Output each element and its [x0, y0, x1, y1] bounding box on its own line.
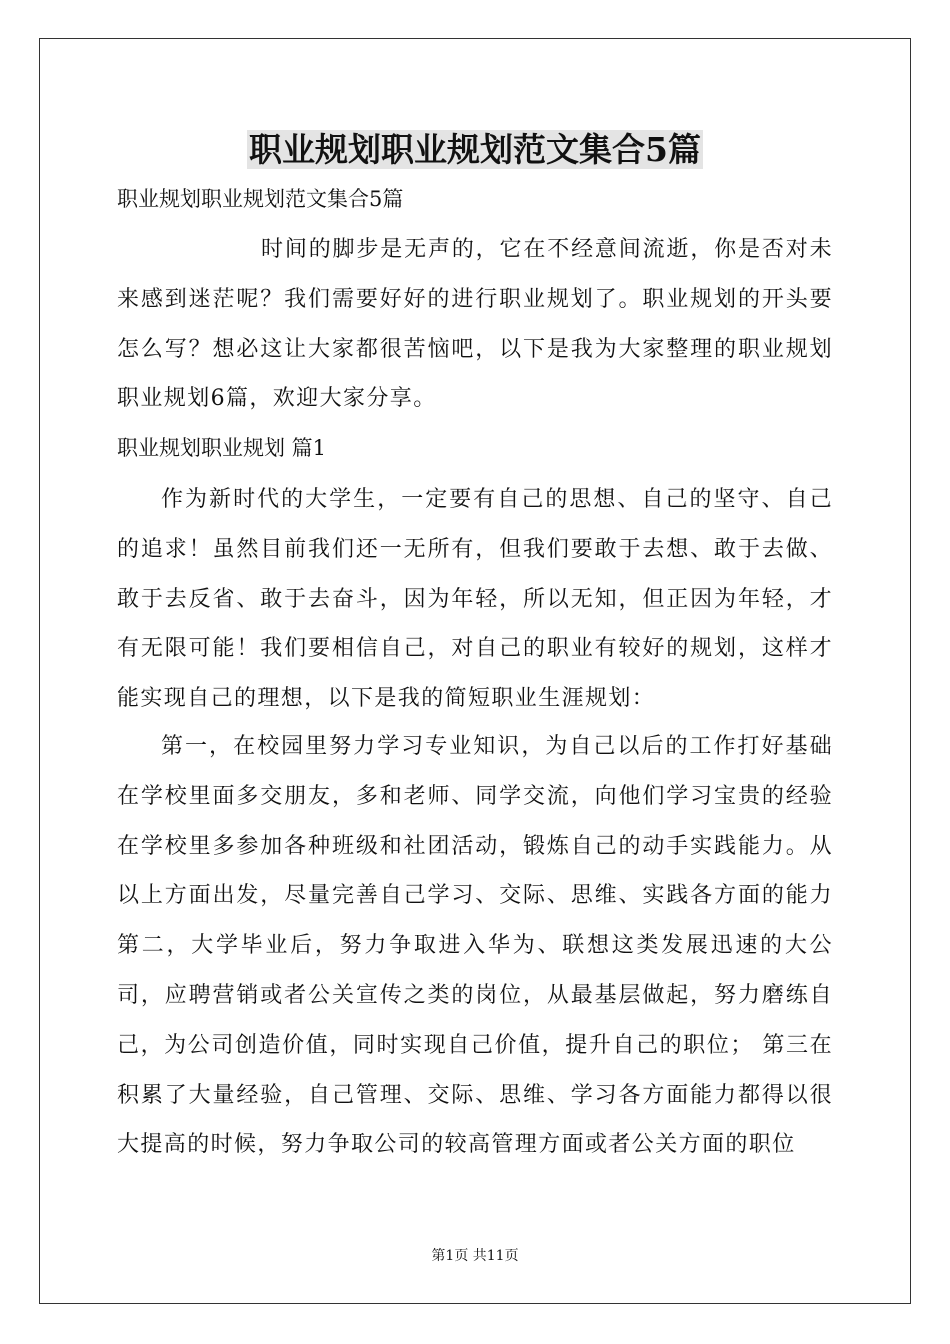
page-footer: 第1页 共11页	[431, 1248, 519, 1264]
document-title	[0, 124, 950, 176]
body-paragraph-1: 作为新时代的大学生，一定要有自己的思想、自己的坚守、自己的追求！虽然目前我们还一无所有，但我们要敢于去想、敢于去做、敢于去反省、敢于去奋斗，因为年轻，所以无知，但正因为年轻，才有无限可能！我们要相信自己，对自己的职业有较好的规划，这样才能实现自己的理想，以下是我的简短职业生涯规划：	[117, 487, 833, 712]
section-heading: 职业规划职业规划 篇1	[117, 436, 327, 460]
intro-paragraph: 时间的脚步是无声的，它在不经意间流逝，你是否对未来感到迷茫呢？我们需要好好的进行职业规划了。职业规划的开头要怎么写？想必这让大家都很苦恼吧，以下是我为大家整理的职业规划职业规划6篇，欢迎大家分享。	[117, 237, 833, 412]
body-paragraph-2: 第一，在校园里努力学习专业知识，为自己以后的工作打好基础在学校里面多交朋友，多和老师、同学交流，向他们学习宝贵的经验在学校里多参加各种班级和社团活动，锻炼自己的动手实践能力。从以上方面出发，尽量完善自己学习、交际、思维、实践各方面的能力 第二，大学毕业后，努力争取进入华为、联想这类发展迅速的大公司，应聘营销或者公关宣传之类的岗位，从最基层做起，努力磨练自己，为公司创造价值，同时实现自己价值，提升自己的职位； 第三在积累了大量经验，自己管理、交际、思维、学习各方面能力都得以很大提高的时候，努力争取公司的较高管理方面或者公关方面的职位	[117, 734, 833, 1158]
document-title-text: 职业规划职业规划范文集合5篇	[249, 130, 701, 169]
document-subtitle: 职业规划职业规划范文集合5篇	[117, 187, 404, 211]
